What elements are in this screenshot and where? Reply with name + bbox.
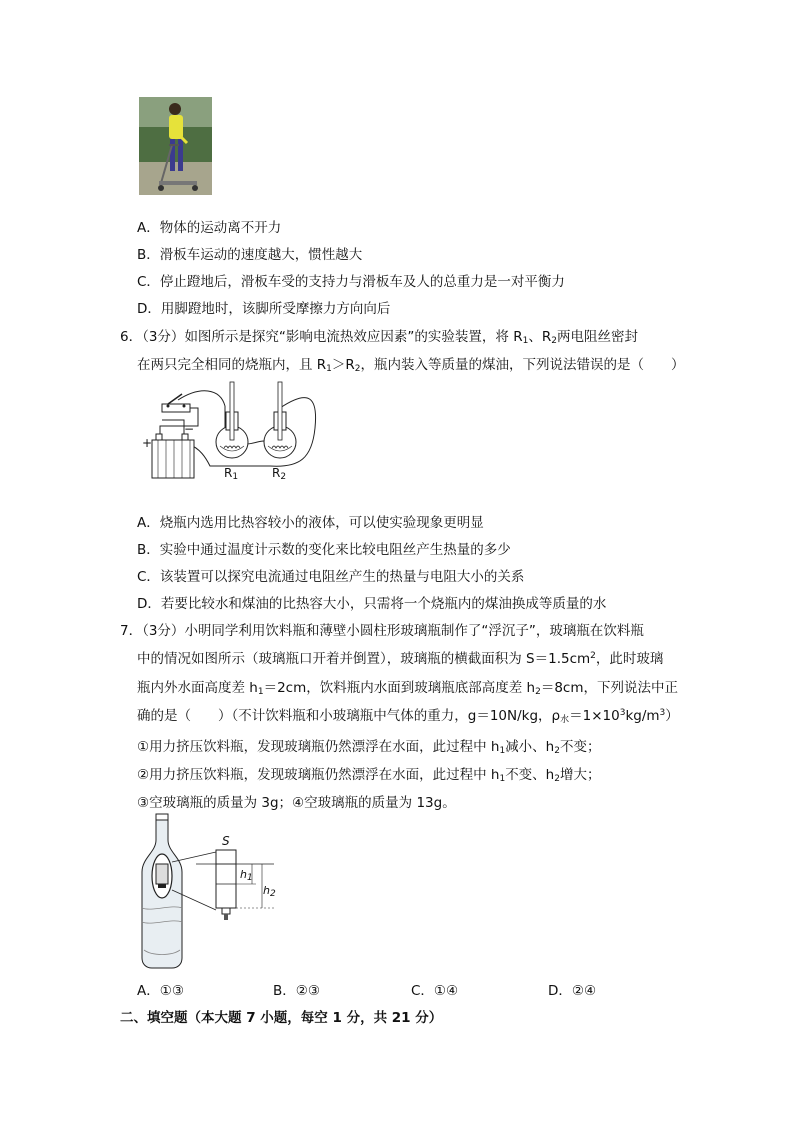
q7-text: 瓶内外水面高度差 h <box>137 680 258 696</box>
q6-option-a[interactable]: A．烧瓶内选用比热容较小的液体，可以使实验现象更明显 <box>137 515 484 531</box>
q6-sub: 1 <box>522 336 529 346</box>
q7-option-b[interactable]: B．②③ <box>273 983 320 999</box>
section-2-heading: 二、填空题（本大题 7 小题，每空 1 分，共 21 分） <box>120 1010 443 1026</box>
r1-label <box>224 466 238 482</box>
q6-text: 在两只完全相同的烧瓶内，且 R <box>137 357 327 373</box>
q7-text: 确的是（ ）（不计饮料瓶和小玻璃瓶中气体的重力，g＝10N/kg，ρ <box>137 708 561 724</box>
q6-circuit-figure <box>140 378 320 488</box>
q7-statement-1 <box>137 735 600 756</box>
q6-option-d[interactable]: D．若要比较水和煤油的比热容大小，只需将一个烧瓶内的煤油换成等质量的水 <box>137 596 607 612</box>
q7-sub: 2 <box>554 746 560 756</box>
q7-sup: 3 <box>659 708 666 718</box>
r2-sub: 2 <box>280 472 287 482</box>
r2-letter: R <box>272 466 281 480</box>
q7-text: 增大； <box>559 767 601 783</box>
q7-text: ＝1×10 <box>569 708 620 724</box>
fig-h1-label <box>240 868 253 883</box>
q7-number: 7． <box>120 623 143 639</box>
q7-option-d[interactable]: D．②④ <box>548 983 597 999</box>
q6-text: 如图所示是探究“影响电流热效应因素”的实验装置，将 R <box>184 329 523 345</box>
q7-sub: 2 <box>554 774 560 784</box>
r1-sub: 1 <box>232 472 239 482</box>
q6-sub: 1 <box>326 364 332 374</box>
q5-option-a[interactable]: A．物体的运动离不开力 <box>137 220 282 236</box>
q6-stem-line2 <box>137 353 685 374</box>
r1-letter: R <box>224 466 233 480</box>
q7-text: ，此时玻璃 <box>595 651 664 667</box>
q7-text: 不变； <box>559 739 601 755</box>
q7-text: 减小、h <box>505 739 555 755</box>
q5-option-b[interactable]: B．滑板车运动的速度越大，惯性越大 <box>137 247 363 263</box>
q6-sub: 2 <box>551 336 557 346</box>
q7-sub: 1 <box>499 774 506 784</box>
q7-text: 不变、h <box>505 767 555 783</box>
q7-statement-3: ③空玻璃瓶的质量为 3g；④空玻璃瓶的质量为 13g。 <box>137 795 456 811</box>
battery-plus-label: + <box>142 436 153 450</box>
q7-stem-line4 <box>137 704 679 725</box>
fig-h2-label <box>263 884 276 899</box>
q6-sub: 2 <box>354 364 361 374</box>
q7-text: ） <box>665 708 679 724</box>
q6-option-c[interactable]: C．该装置可以探究电流通过电阻丝产生的热量与电阻大小的关系 <box>137 569 525 585</box>
battery-minus-label: − <box>184 422 195 436</box>
q6-score: （3分） <box>142 329 185 345</box>
q5-option-d[interactable]: D．用脚蹬地时，该脚所受摩擦力方向向后 <box>137 301 391 317</box>
q7-stem-line3 <box>137 676 678 697</box>
q6-number: 6． <box>120 329 143 345</box>
scooter-photo <box>139 97 212 195</box>
q7-text: 小明同学利用饮料瓶和薄壁小圆柱形玻璃瓶制作了“浮沉子”，玻璃瓶在饮料瓶 <box>184 623 644 639</box>
q6-stem-line1 <box>120 325 638 346</box>
q7-sub: 水 <box>560 715 570 725</box>
q7-sup: 3 <box>619 708 626 718</box>
r2-label <box>272 466 286 482</box>
q7-text: ②用力挤压饮料瓶，发现玻璃瓶仍然漂浮在水面，此过程中 h <box>137 767 500 783</box>
q7-sub: 1 <box>499 746 506 756</box>
q7-bottle-figure <box>138 812 288 972</box>
q6-text: ，瓶内装入等质量的煤油，下列说法错误的是（ ） <box>360 357 685 373</box>
q7-sup: 2 <box>590 651 596 661</box>
q7-stem-line1 <box>120 619 644 639</box>
q6-text: 两电阻丝密封 <box>556 329 638 345</box>
q7-option-c[interactable]: C．①④ <box>411 983 459 999</box>
q6-option-b[interactable]: B．实验中通过温度计示数的变化来比较电阻丝产生热量的多少 <box>137 542 511 558</box>
q7-statement-2 <box>137 763 600 784</box>
h2-letter: h <box>263 884 270 897</box>
q7-sub: 1 <box>257 687 264 697</box>
fig-s-label: S <box>222 834 230 848</box>
q6-text: ＞R <box>331 357 355 373</box>
q7-text: ＝2cm，饮料瓶内水面到玻璃瓶底部高度差 h <box>263 680 536 696</box>
q5-option-c[interactable]: C．停止蹬地后，滑板车受的支持力与滑板车及人的总重力是一对平衡力 <box>137 274 565 290</box>
q7-text: 中的情况如图所示（玻璃瓶口开着并倒置），玻璃瓶的横截面积为 S＝1.5cm <box>137 651 591 667</box>
q7-text: kg/m <box>625 708 660 724</box>
h1-letter: h <box>240 868 247 881</box>
q7-score: （3分） <box>142 623 185 639</box>
q6-text: 、R <box>528 329 552 345</box>
q7-text: ＝8cm，下列说法中正 <box>540 680 679 696</box>
q7-option-a[interactable]: A．①③ <box>137 983 184 999</box>
q7-stem-line2 <box>137 647 663 667</box>
q7-sub: 2 <box>535 687 541 697</box>
q7-text: ①用力挤压饮料瓶，发现玻璃瓶仍然漂浮在水面，此过程中 h <box>137 739 500 755</box>
h1-sub: 1 <box>246 873 253 883</box>
h2-sub: 2 <box>269 889 276 899</box>
